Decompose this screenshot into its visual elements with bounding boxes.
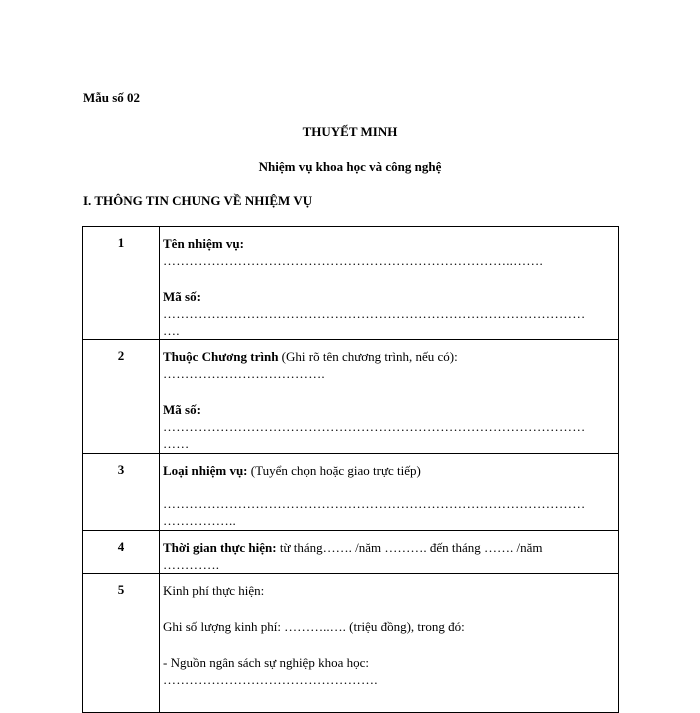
field-budget-amount[interactable]: Ghi số lượng kinh phí: ………..…. (triệu đồng), trong đó:: [163, 619, 465, 634]
field-label-task-name: Tên nhiệm vụ:: [163, 236, 244, 251]
fill-line[interactable]: ………….: [163, 557, 220, 572]
document-title: THUYẾT MINH: [302, 124, 398, 139]
fill-line[interactable]: ……………………………………………………………………………………: [163, 419, 586, 434]
field-label-duration: Thời gian thực hiện:: [163, 540, 277, 555]
field-label-budget: Kinh phí thực hiện:: [163, 583, 265, 598]
table-row: [83, 227, 619, 340]
field-duration-text[interactable]: từ tháng……. /năm ………. đến tháng ……. /năm: [276, 540, 543, 555]
fill-line[interactable]: ……………………………………………………………………………………: [163, 306, 586, 321]
row-content: [160, 531, 619, 574]
row-content: [160, 227, 619, 340]
field-note: (Ghi rõ tên chương trình, nếu có):: [278, 349, 458, 364]
field-label-funding-source: - Nguồn ngân sách sự nghiệp khoa học:: [163, 655, 369, 670]
row-number: 3: [83, 454, 160, 531]
fill-line[interactable]: ………………………………………….: [163, 672, 378, 687]
row-number: 5: [83, 574, 160, 713]
row-number: 2: [83, 340, 160, 454]
table-row: [83, 531, 619, 574]
row-content: [160, 574, 619, 713]
fill-line[interactable]: ….: [163, 323, 180, 338]
table-row: [83, 454, 619, 531]
fill-line[interactable]: ……: [163, 436, 190, 451]
table-row: [83, 574, 619, 713]
table-row: [83, 340, 619, 454]
document-subtitle: Nhiệm vụ khoa học và công nghệ: [258, 159, 442, 174]
form-code: Mẫu số 02: [83, 90, 141, 105]
field-label-program: Thuộc Chương trình: [163, 349, 279, 364]
fill-line[interactable]: ……………..: [163, 513, 236, 528]
section-heading: I. THÔNG TIN CHUNG VỀ NHIỆM VỤ: [83, 193, 313, 208]
fill-line[interactable]: ……………………………….: [163, 366, 325, 381]
fill-line[interactable]: ……………………………………………………………………..…….: [163, 253, 543, 268]
row-content: [160, 340, 619, 454]
field-label-code: Mã số:: [163, 402, 201, 417]
field-note: (Tuyển chọn hoặc giao trực tiếp): [247, 463, 421, 478]
row-number: 4: [83, 531, 160, 574]
field-label-code: Mã số:: [163, 289, 201, 304]
field-label-task-type: Loại nhiệm vụ:: [163, 463, 248, 478]
info-table: [82, 226, 619, 713]
fill-line[interactable]: ……………………………………………………………………………………: [163, 496, 586, 511]
row-number: 1: [83, 227, 160, 340]
row-content: [160, 454, 619, 531]
